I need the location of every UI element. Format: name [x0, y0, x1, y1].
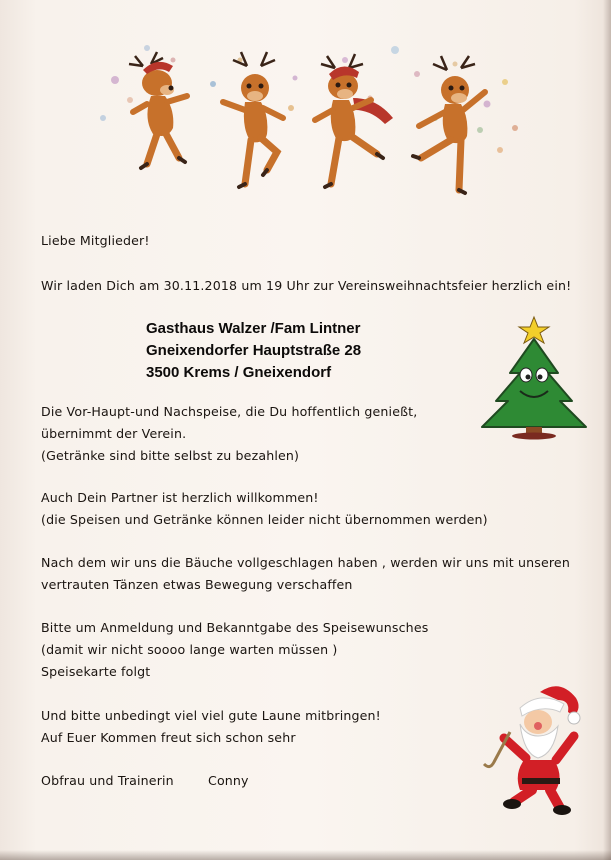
greeting: Liebe Mitglieder! — [41, 233, 150, 248]
food-line-2: übernimmt der Verein. — [41, 426, 187, 441]
signature-role: Obfrau und Trainerin — [41, 773, 174, 788]
registration-line-2: (damit wir nicht soooo lange warten müssen ) — [41, 642, 338, 657]
signature-name: Conny — [208, 773, 249, 788]
food-line-3: (Getränke sind bitte selbst zu bezahlen) — [41, 448, 300, 463]
partner-line-1: Auch Dein Partner ist herzlich willkommen! — [41, 490, 319, 505]
registration-line-3: Speisekarte folgt — [41, 664, 151, 679]
paper-edge-shadow — [603, 0, 611, 860]
venue-address-block — [146, 318, 361, 384]
dancing-reindeer-illustration — [95, 38, 530, 198]
food-line-1: Die Vor-Haupt-und Nachspeise, die Du hoffentlich genießt, — [41, 404, 418, 419]
closing-line-1: Und bitte unbedingt viel viel gute Laune mitbringen! — [41, 708, 381, 723]
venue-city: 3500 Krems / Gneixendorf — [146, 364, 332, 381]
dancing-santa-illustration — [478, 678, 593, 820]
paper-bottom-shadow — [0, 850, 611, 860]
dance-line-2: vertrauten Tänzen etwas Bewegung verschaffen — [41, 577, 353, 592]
invitation-line: Wir laden Dich am 30.11.2018 um 19 Uhr zur Vereinsweihnachtsfeier herzlich ein! — [41, 278, 572, 293]
registration-line-1: Bitte um Anmeldung und Bekanntgabe des Speisewunsches — [41, 620, 429, 635]
venue-street: Gneixendorfer Hauptstraße 28 — [146, 342, 362, 359]
christmas-tree-illustration — [476, 315, 588, 440]
dance-line-1: Nach dem wir uns die Bäuche vollgeschlagen haben , werden wir uns mit unseren — [41, 555, 570, 570]
partner-line-2: (die Speisen und Getränke können leider nicht übernommen werden) — [41, 512, 488, 527]
closing-line-2: Auf Euer Kommen freut sich schon sehr — [41, 730, 296, 745]
venue-name: Gasthaus Walzer /Fam Lintner — [146, 320, 361, 337]
